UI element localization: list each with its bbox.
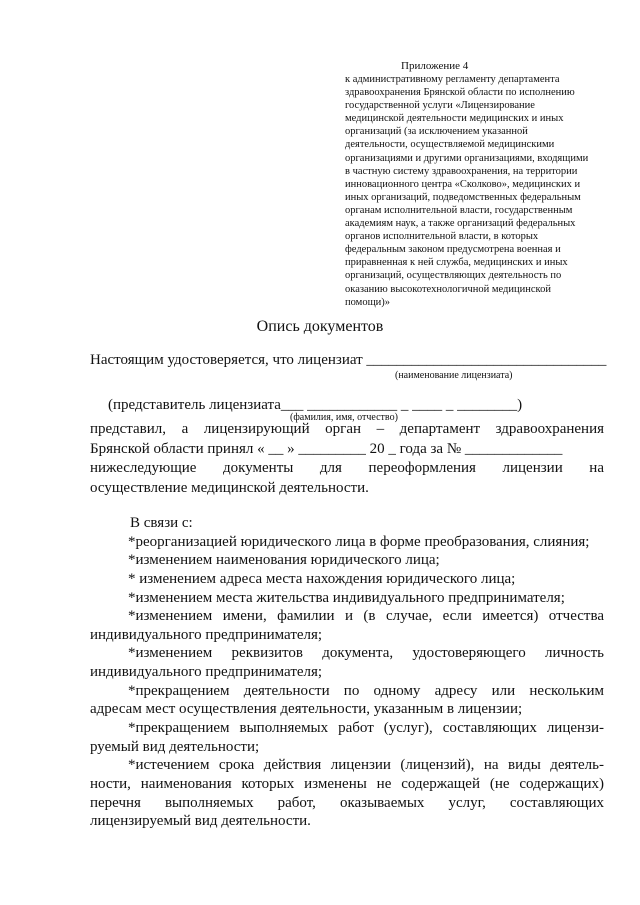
document-title: Опись документов <box>256 318 384 335</box>
appendix-line: академиям наук, а также организаций федеральных <box>345 218 576 230</box>
certify-line: Настоящим удостоверяется, что лицензиат ________________________________ <box>90 352 607 368</box>
reasons-intro: В связи с: <box>130 515 193 531</box>
reason-line: *истечением срока действия лицензии (лицензий), на виды деятель- <box>128 757 604 774</box>
appendix-line: федеральным законом предусмотрена военная и <box>345 244 561 256</box>
reason-line: *изменением наименования юридического лица; <box>128 552 440 569</box>
reason-line: перечня выполняемых работ, оказываемых услуг, составляющих <box>90 794 604 811</box>
reason-line: *прекращением деятельности по одному адресу или нескольким <box>128 682 604 699</box>
appendix-line: в частную систему здравоохранения, на территории <box>345 165 578 177</box>
appendix-line: деятельности, осуществляемой медицинскими <box>345 139 555 151</box>
representative-line: (представитель лицензиата___ ____________ _ ____ _ ________) <box>108 397 523 413</box>
reason-line: * изменением адреса места нахождения юридического лица; <box>128 570 516 587</box>
reason-line: ности, наименования которых изменены не содержащей (не содержащих) <box>90 775 604 792</box>
appendix-line: приравненная к ней служба, медицинских и иных <box>345 257 568 269</box>
appendix-line: к административному регламенту департамента <box>345 74 560 85</box>
reason-line: индивидуального предпринимателя; <box>90 626 323 643</box>
reason-line: *изменением места жительства индивидуального предпринимателя; <box>128 589 565 606</box>
reason-line: *изменением имени, фамилии и (в случае, если имеется) отчества <box>128 608 604 625</box>
statement-line: нижеследующие документы для переоформления лицензии на <box>90 460 604 476</box>
licensee-caption: (наименование лицензиата) <box>395 370 513 381</box>
appendix-line: здравоохранения Брянской области по исполнению <box>345 87 575 99</box>
reason-line: *изменением реквизитов документа, удостоверяющего личность <box>128 645 604 662</box>
appendix-line: органов исполнительной власти, в которых <box>345 231 539 243</box>
representative-caption: (фамилия, имя, отчество) <box>290 412 398 423</box>
statement-line: осуществление медицинской деятельности. <box>90 479 369 496</box>
reason-line: лицензируемый вид деятельности. <box>90 813 311 830</box>
appendix-line: органам исполнительной власти, государственным <box>345 204 573 216</box>
statement-paragraph <box>90 420 604 498</box>
reason-line: *реорганизацией юридического лица в форме преобразования, слияния; <box>128 533 590 550</box>
reason-line: *прекращением выполняемых работ (услуг), составляющих лицензи- <box>128 720 604 737</box>
appendix-line: инновационного центра «Сколково», медицинских и <box>345 178 581 190</box>
statement-line: представил, а лицензирующий орган – департамент здравоохранения <box>90 421 604 437</box>
reason-line: адресам мест осуществления деятельности, указанным в лицензии; <box>90 701 523 718</box>
appendix-line: иных организаций, подведомственных федеральным <box>345 191 581 203</box>
appendix-text <box>345 73 613 309</box>
reason-line: руемый вид деятельности; <box>90 738 260 755</box>
reasons-list <box>90 514 604 831</box>
appendix-line: организациями и другими организациями, входящими <box>345 152 589 164</box>
appendix-line: оказанию высокотехнологичной медицинской <box>345 283 551 295</box>
appendix-line: государственной услуги «Лицензирование <box>345 100 535 112</box>
statement-line: Брянской области принял « __ » _________ 20 _ года за № _____________ <box>90 440 563 457</box>
appendix-line: организаций (за исключением указанной <box>345 126 528 138</box>
reason-line: индивидуального предпринимателя; <box>90 664 323 681</box>
appendix-title: Приложение 4 <box>401 60 469 72</box>
appendix-line: медицинской деятельности медицинских и иных <box>345 113 564 125</box>
appendix-line: помощи)» <box>345 296 391 308</box>
appendix-line: организаций, осуществляющих деятельность по <box>345 270 562 282</box>
